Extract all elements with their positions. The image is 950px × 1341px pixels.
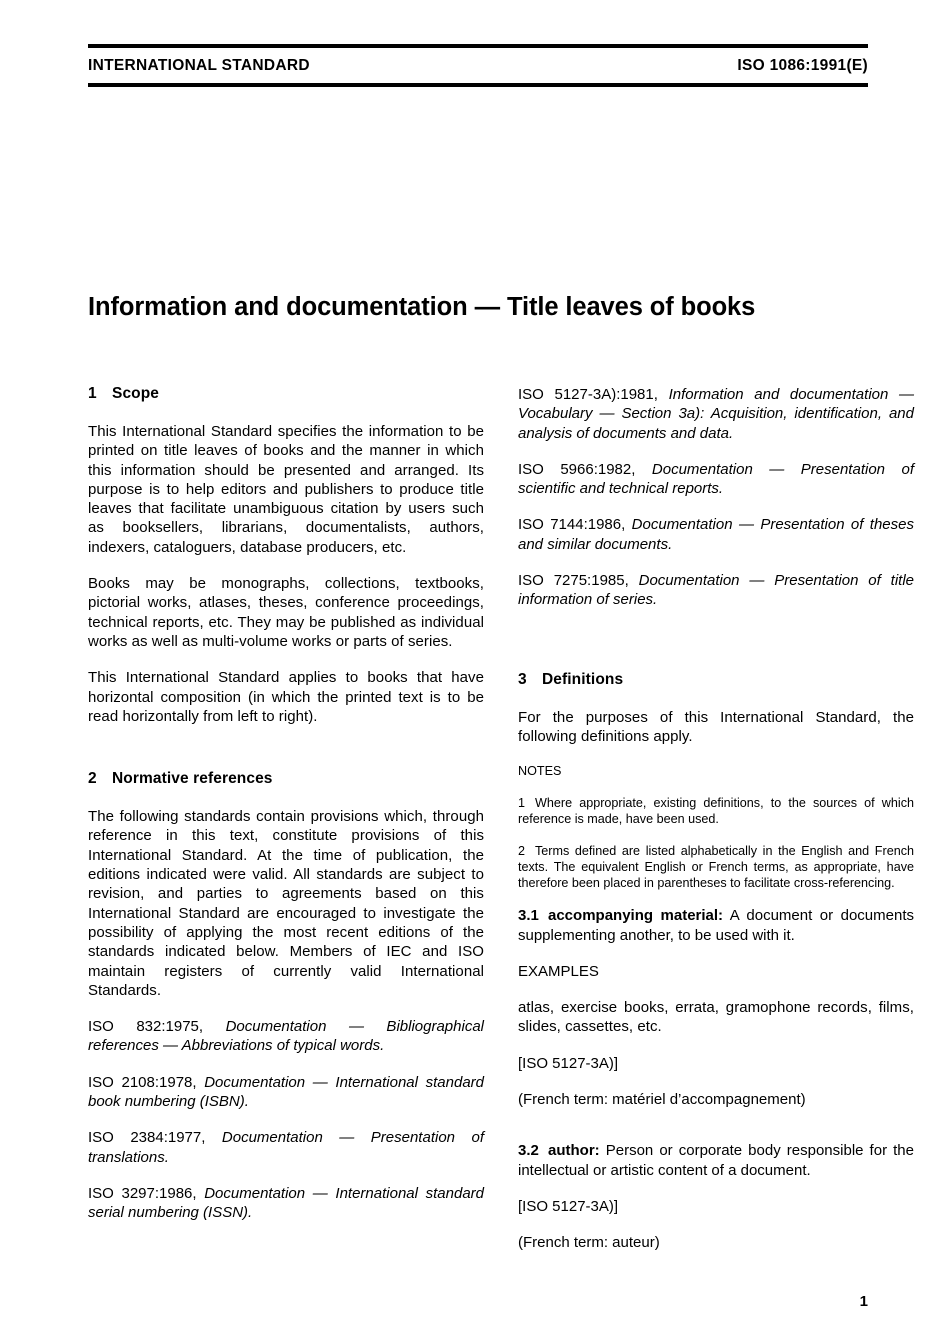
right-column xyxy=(518,385,914,1270)
examples-text: atlas, exercise books, errata, gramophone records, films, slides, cassettes, etc. xyxy=(518,999,914,1036)
note-number: 2 xyxy=(518,843,526,858)
reference-item xyxy=(518,385,914,443)
reference-title: Documentation — Presentation of translations. xyxy=(88,1129,485,1166)
section-title-normative: Normative references xyxy=(112,770,273,788)
page-number: 1 xyxy=(859,1293,868,1310)
header-row xyxy=(88,48,868,83)
section-number-definitions: 3 xyxy=(518,670,527,688)
reference-title: Documentation — International standard serial numbering (ISSN). xyxy=(88,1184,484,1222)
section-title-scope: Scope xyxy=(112,385,160,402)
section-spacer xyxy=(88,726,484,770)
notes-label: NOTES xyxy=(518,764,562,779)
reference-item xyxy=(88,1184,484,1223)
section-heading-definitions xyxy=(518,671,914,689)
running-header xyxy=(88,44,868,87)
left-column xyxy=(88,385,484,1270)
definition-number: 3.2 xyxy=(518,1142,539,1160)
reference-id: ISO 7275:1985, xyxy=(518,572,639,590)
section-number-normative: 2 xyxy=(88,770,97,788)
definition-text: Person or corporate body responsible for the intellectual or artistic content of a document. xyxy=(518,1142,914,1179)
reference-id: ISO 3297:1986, xyxy=(88,1184,205,1202)
reference-id: ISO 5127-3A):1981, xyxy=(518,386,669,403)
reference-id: ISO 2108:1978, xyxy=(88,1073,205,1091)
reference-item xyxy=(518,460,914,499)
note-item xyxy=(518,843,914,892)
scope-paragraph-3: This International Standard applies to books that have horizontal composition (in which the printed text is to be read horizontally from left to right). xyxy=(88,669,484,725)
reference-id: ISO 7144:1986, xyxy=(518,516,632,534)
definition-entry-3-2 xyxy=(518,1141,914,1180)
note-text: Where appropriate, existing definitions, to the sources of which reference is made, have been used. xyxy=(518,796,914,827)
reference-id: ISO 5966:1982, xyxy=(518,460,652,478)
section-title-definitions: Definitions xyxy=(542,670,624,688)
normative-intro-paragraph: The following standards contain provisions which, through reference in this text, constitute provisions of this International Standard. At the time of publication, the editions indicated were valid. All standards are subject to revision, and parties to agreements based on this International Standard are encouraged to investigate the possibility of applying the most recent editions of the standards indicated below. Members of IEC and ISO maintain registers of currently valid International Standards. xyxy=(88,808,484,999)
examples-label: EXAMPLES xyxy=(518,962,599,980)
definition-french-term: (French term: matériel d’accompagnement) xyxy=(518,1091,806,1109)
reference-item xyxy=(88,1128,484,1167)
reference-title: Documentation — Bibliographical references — Abbreviations of typical words. xyxy=(88,1018,484,1055)
definition-number: 3.1 xyxy=(518,907,539,925)
page-title: Information and documentation — Title leaves of books xyxy=(88,293,756,322)
header-document-type: INTERNATIONAL STANDARD xyxy=(88,57,310,74)
header-rule-bottom xyxy=(88,83,868,87)
reference-title: Documentation — Presentation of title information of series. xyxy=(518,572,914,609)
reference-item xyxy=(518,571,914,610)
section-number-scope: 1 xyxy=(88,385,97,402)
definition-entry-3-1 xyxy=(518,906,914,945)
reference-title: Information and documentation — Vocabulary — Section 3a): Acquisition, identification, and analysis of documents and data. xyxy=(518,386,914,442)
definitions-intro-paragraph: For the purposes of this International Standard, the following definitions apply. xyxy=(518,708,914,745)
note-item xyxy=(518,795,914,827)
reference-id: ISO 2384:1977, xyxy=(88,1129,222,1147)
reference-id: ISO 832:1975, xyxy=(88,1018,226,1036)
scope-paragraph-2: Books may be monographs, collections, textbooks, pictorial works, atlases, theses, conference proceedings, technical reports, etc. They may be published as individual works as well as multi-volume works or parts of series. xyxy=(88,575,484,650)
section-spacer xyxy=(518,627,914,671)
definition-french-term: (French term: auteur) xyxy=(518,1234,660,1252)
reference-title: Documentation — Presentation of theses and similar documents. xyxy=(518,516,914,553)
scope-paragraph-1: This International Standard specifies the information to be printed on title leaves of books and the manner in which this information should be presented and arranged. Its purpose is to help editors and publishers to produce title leaves that facilitate unambiguous citation by users such as booksellers, librarians, documentalists, authors, indexers, cataloguers, database producers, etc. xyxy=(88,423,484,556)
reference-item xyxy=(88,1017,484,1056)
note-number: 1 xyxy=(518,796,526,811)
definition-term: accompanying material: xyxy=(548,907,724,925)
reference-title: Documentation — International standard book numbering (ISBN). xyxy=(88,1073,484,1111)
body-columns xyxy=(88,385,915,1270)
definition-source: [ISO 5127-3A)] xyxy=(518,1054,619,1072)
header-standard-number: ISO 1086:1991(E) xyxy=(737,57,868,74)
section-heading-normative-references xyxy=(88,770,484,788)
definition-source: [ISO 5127-3A)] xyxy=(518,1197,619,1215)
definition-spacer xyxy=(518,1126,914,1141)
definition-term: author: xyxy=(548,1142,600,1160)
reference-item xyxy=(88,1073,484,1112)
section-heading-scope xyxy=(88,385,484,403)
definition-text: A document or documents supplementing another, to be used with it. xyxy=(518,907,914,944)
reference-title: Documentation — Presentation of scientific and technical reports. xyxy=(518,460,915,498)
note-text: Terms defined are listed alphabetically in the English and French texts. The equivalent English or French terms, as appropriate, have therefore been placed in parentheses to facilitate cross-referencing. xyxy=(518,843,914,891)
reference-item xyxy=(518,515,914,554)
